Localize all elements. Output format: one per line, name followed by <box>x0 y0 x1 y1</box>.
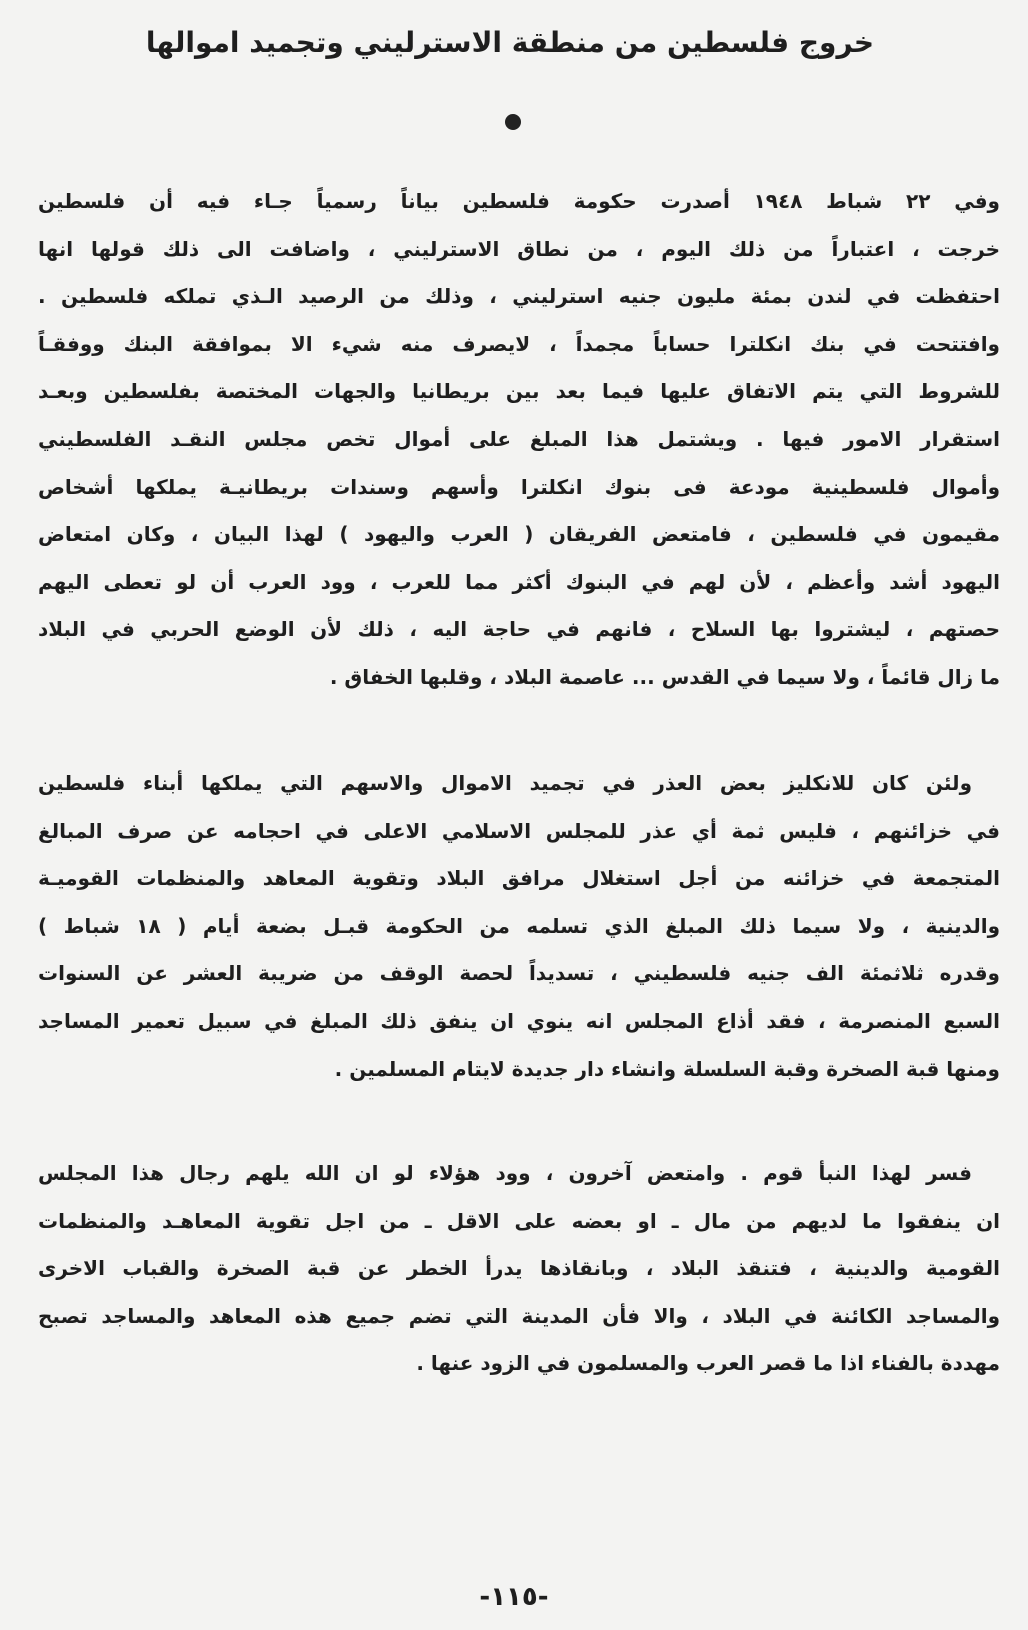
text-line: ولئن كان للانكليز بعض العذر في تجميد الاموال والاسهم التي يملكها أبناء فلسطين <box>38 771 972 795</box>
paragraph-2 <box>38 760 1000 1093</box>
paragraph-1 <box>38 178 1000 702</box>
text-line: والدينية ، ولا سيما ذلك المبلغ الذي تسلمه من الحكومة قبـل بضعة أيام ( ١٨ شباط ) <box>38 913 1000 938</box>
text-line: ومنها قبة الصخرة وقبة السلسلة وانشاء دار جديدة لايتام المسلمين . <box>334 1056 1000 1081</box>
text-line: وأموال فلسطينية مودعة فى بنوك انكلترا وأسهم وسندات بريطانيـة يملكها أشخاص <box>38 474 1000 499</box>
text-line: في خزائنهم ، فليس ثمة أي عذر للمجلس الاسلامي الاعلى في احجامه عن صرف المبالغ <box>38 818 1000 843</box>
text-line: القومية والدينية ، فتنقذ البلاد ، وبانقاذها يدرأ الخطر عن قبة الصخرة والقباب الاخرى <box>38 1256 1000 1281</box>
page-title: خروج فلسطين من منطقة الاسترليني وتجميد اموالها <box>145 26 875 59</box>
text-line: السبع المنصرمة ، فقد أذاع المجلس انه ينوي ان ينفق ذلك المبلغ في سبيل تعمير المساجد <box>38 1008 1000 1033</box>
text-line: وافتتحت في بنك انكلترا حساباً مجمداً ، لايصرف منه شيء الا بموافقة البنك ووفقـاً <box>38 331 1000 356</box>
text-line: والمساجد الكائنة في البلاد ، والا فأن المدينة التي تضم جميع هذه المعاهد والمساجد تصبح <box>38 1303 1000 1328</box>
text-line: حصتهم ، ليشتروا بها السلاح ، فانهم في حاجة اليه ، ذلك لأن الوضع الحربي في البلاد <box>38 617 1000 642</box>
page-number: -١١٥- <box>479 1582 549 1612</box>
text-line: اليهود أشد وأعظم ، لأن لهم في البنوك أكثر مما للعرب ، وود العرب أن لو تعطى اليهم <box>38 569 1000 594</box>
text-line: وقدره ثلاثمئة الف جنيه فلسطيني ، تسديداً لحصة الوقف من ضريبة العشر عن السنوات <box>38 961 1000 986</box>
text-line: مقيمون في فلسطين ، فامتعض الفريقان ( العرب واليهود ) لهذا البيان ، وكان امتعاض <box>38 522 1000 547</box>
text-line: مهددة بالفناء اذا ما قصر العرب والمسلمون في الزود عنها . <box>416 1351 1000 1376</box>
section-ornament-dot <box>505 114 521 130</box>
text-line: احتفظت في لندن بمئة مليون جنيه استرليني ، وذلك من الرصيد الـذي تملكه فلسطين . <box>38 284 1000 309</box>
paragraph-3 <box>38 1150 1000 1388</box>
text-line: وفي ٢٢ شباط ١٩٤٨ أصدرت حكومة فلسطين بياناً رسمياً جـاء فيه أن فلسطين <box>38 189 1000 213</box>
text-line: خرجت ، اعتباراً من ذلك اليوم ، من نطاق الاسترليني ، واضافت الى ذلك قولها انها <box>38 236 1000 261</box>
text-line: فسر لهذا النبأ قوم . وامتعض آخرون ، وود هؤلاء لو ان الله يلهم رجال هذا المجلس <box>38 1161 972 1185</box>
text-line: استقرار الامور فيها . ويشتمل هذا المبلغ على أموال تخص مجلس النقـد الفلسطيني <box>38 426 1000 451</box>
text-line: للشروط التي يتم الاتفاق عليها فيما بعد بين بريطانيا والجهات المختصة بفلسطين وبعـد <box>38 379 1000 404</box>
text-line: المتجمعة في خزائنه من أجل استغلال مرافق البلاد وتقوية المعاهد والمنظمات القوميـة <box>38 866 1000 891</box>
text-line: ما زال قائماً ، ولا سيما في القدس ... عاصمة البلاد ، وقلبها الخفاق . <box>329 664 1000 689</box>
text-line: ان ينفقوا ما لديهم من مال ـ او بعضه على الاقل ـ من اجل تقوية المعاهـد والمنظمات <box>38 1208 1000 1233</box>
